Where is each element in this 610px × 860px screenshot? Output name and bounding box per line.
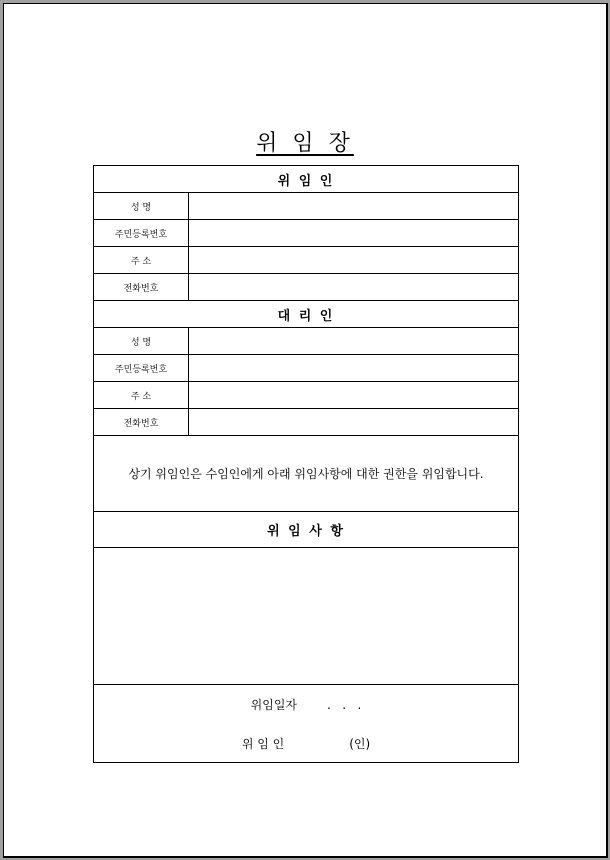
principal-header: 위 임 인 xyxy=(94,166,519,193)
agent-address-label: 주 소 xyxy=(94,382,189,409)
agent-phone-field[interactable] xyxy=(189,409,519,436)
delegation-statement: 상기 위임인은 수임인에게 아래 위임사항에 대한 권한을 위임합니다. xyxy=(94,436,519,512)
agent-id-field[interactable] xyxy=(189,355,519,382)
form-table xyxy=(93,165,519,763)
agent-name-field[interactable] xyxy=(189,328,519,355)
agent-name-label: 성 명 xyxy=(94,328,189,355)
delegation-details-field[interactable] xyxy=(94,548,519,685)
principal-name-field[interactable] xyxy=(189,193,519,220)
principal-name-label: 성 명 xyxy=(94,193,189,220)
date-label: 위임일자 xyxy=(250,697,298,712)
principal-phone-label: 전화번호 xyxy=(94,274,189,301)
agent-address-field[interactable] xyxy=(189,382,519,409)
principal-address-label: 주 소 xyxy=(94,247,189,274)
signature-block xyxy=(94,685,519,763)
signer-label: 위 임 인 xyxy=(241,736,285,751)
delegation-header: 위 임 사 항 xyxy=(94,512,519,548)
document-title: 위 임 장 xyxy=(256,131,354,156)
agent-header: 대 리 인 xyxy=(94,301,519,328)
date-value[interactable]: . . . xyxy=(327,697,362,712)
principal-phone-field[interactable] xyxy=(189,274,519,301)
document-page xyxy=(3,3,608,858)
principal-id-label: 주민등록번호 xyxy=(94,220,189,247)
seal-mark: (인) xyxy=(349,736,371,751)
principal-address-field[interactable] xyxy=(189,247,519,274)
agent-id-label: 주민등록번호 xyxy=(94,355,189,382)
agent-phone-label: 전화번호 xyxy=(94,409,189,436)
principal-id-field[interactable] xyxy=(189,220,519,247)
